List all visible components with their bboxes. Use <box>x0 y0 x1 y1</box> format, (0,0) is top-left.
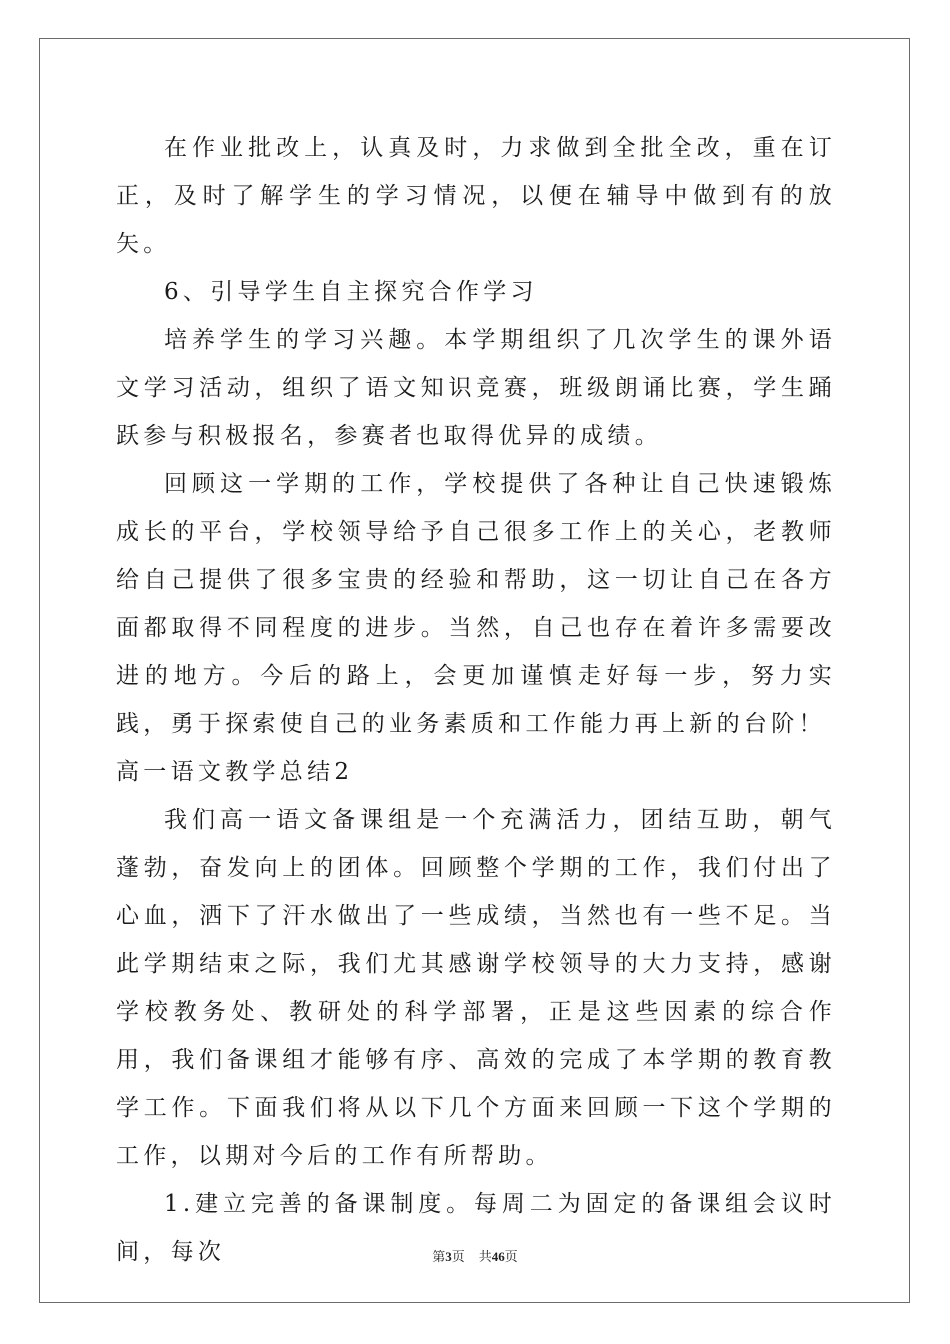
paragraph-review: 回顾这一学期的工作，学校提供了各种让自己快速锻炼成长的平台，学校领导给予自己很多工作上的关心，老教师给自己提供了很多宝贵的经验和帮助，这一切让自己在各方面都取得不同程度的进步。当然，自己也存在着许多需要改进的地方。今后的路上，会更加谨慎走好每一步，努力实践，勇于探索使自己的业务素质和工作能力再上新的台阶！ <box>116 471 836 737</box>
paragraph-interest: 培养学生的学习兴趣。本学期组织了几次学生的课外语文学习活动，组织了语文知识竞赛，班级朗诵比赛，学生踊跃参与积极报名，参赛者也取得优异的成绩。 <box>116 327 836 449</box>
paragraph-grading: 在作业批改上，认真及时，力求做到全批全改，重在订正，及时了解学生的学习情况，以便在辅导中做到有的放矢。 <box>116 135 836 257</box>
page-prefix: 第 <box>432 1249 446 1264</box>
page-suffix: 页 <box>451 1249 465 1264</box>
paragraph-team-intro: 我们高一语文备课组是一个充满活力，团结互助，朝气蓬勃，奋发向上的团体。回顾整个学期的工作，我们付出了心血，洒下了汗水做出了一些成绩，当然也有一些不足。当此学期结束之际，我们尤其感谢学校领导的大力支持，感谢学校教务处、教研处的科学部署，正是这些因素的综合作用，我们备课组才能够有序、高效的完成了本学期的教育教学工作。下面我们将从以下几个方面来回顾一下这个学期的工作，以期对今后的工作有所帮助。 <box>116 807 836 1169</box>
article-title-summary-2: 高一语文教学总结2 <box>116 759 354 785</box>
section-heading-inquiry-learning: 6、引导学生自主探究合作学习 <box>164 279 538 305</box>
page-footer <box>0 1246 950 1265</box>
document-body <box>116 124 836 1276</box>
total-suffix: 页 <box>504 1249 518 1264</box>
paragraph-lesson-prep: 1.建立完善的备课制度。每周二为固定的备课组会议时间，每次 <box>116 1191 836 1265</box>
total-prefix: 共 <box>478 1249 492 1264</box>
total-page-count: 46 <box>491 1249 505 1264</box>
current-page-number: 3 <box>445 1249 452 1264</box>
